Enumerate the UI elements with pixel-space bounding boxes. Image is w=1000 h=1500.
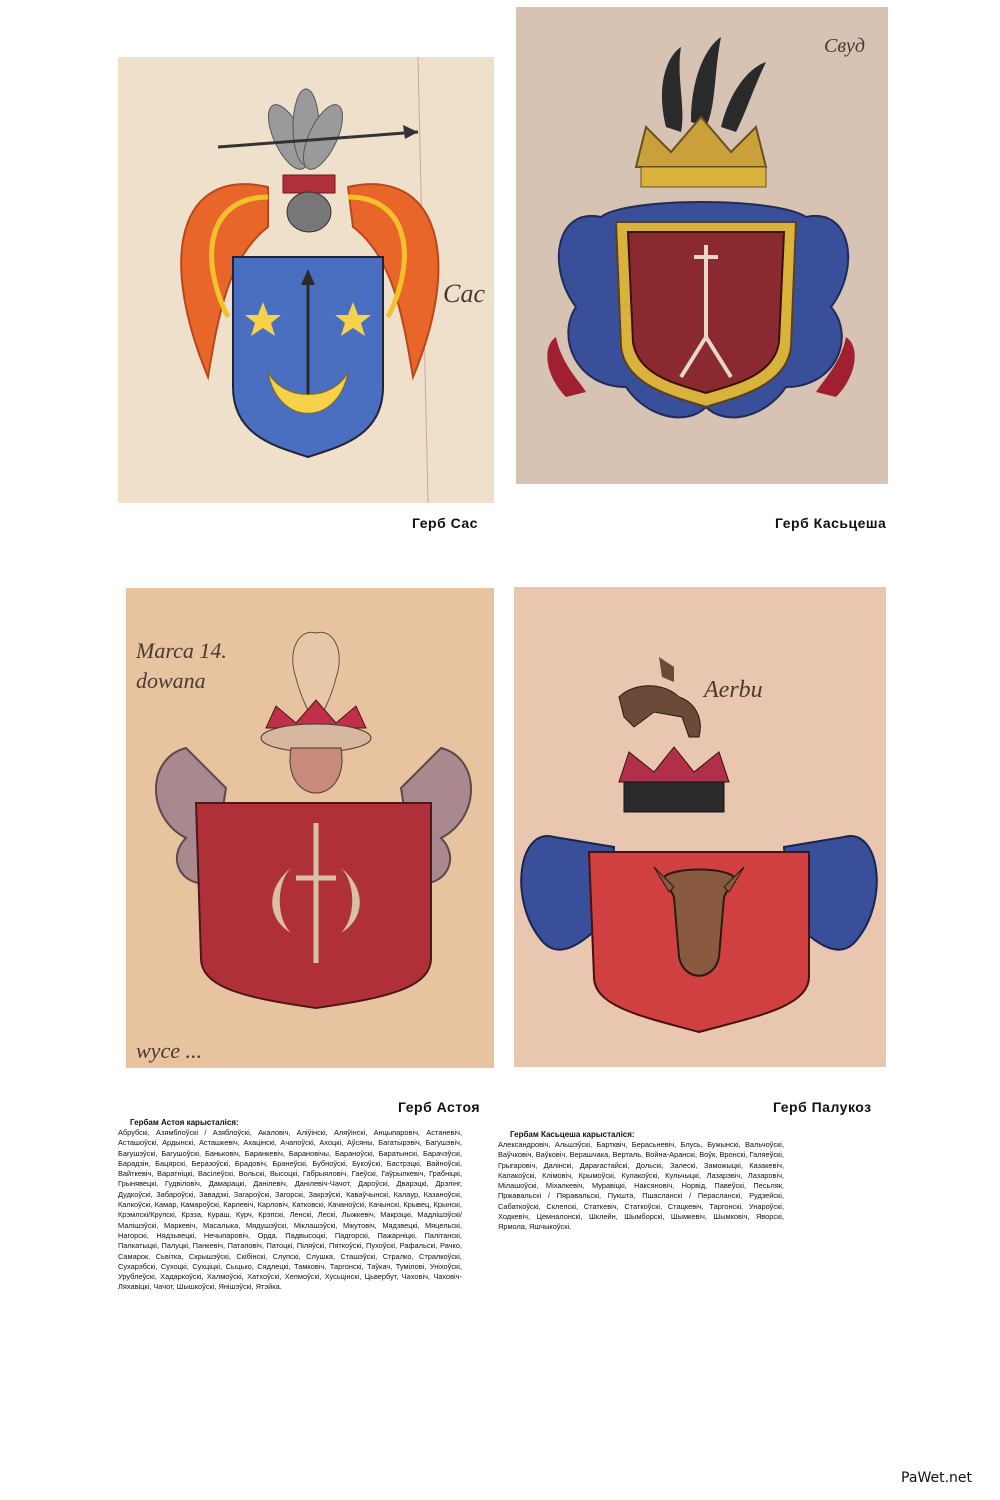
kastsesha-users-heading: Гербам Касьцеша карысталіся: bbox=[510, 1130, 635, 1139]
caption-astoya: Герб Астоя bbox=[398, 1099, 481, 1115]
caption-palukoz: Герб Палукоз bbox=[773, 1099, 872, 1115]
kastsesha-users-text: Александровіч, Альшэўскі, Бартквіч, Берасьневіч, Блусь, Бужынскі, Вальчоўскі, Ваўчковіч, Ваўковіч, Верашчака, Верталь, Войнa-Аранскі, Воўк, Вронскі, Галяеўскі, Грыгаровіч, Далінскі, Дарагастайскі, Дольскі, Залескі, Заможыцкі, Казакевіч, Калакоўскі, Клімовіч, Крымоўскі, Кулакоўскі, Кульчыцкі, Лазарэвіч, Лазаровіч, Мілашоўскі, Міхалкевіч, Муравіцкі, Наксяновіч, Норвід, Павеўскі, Песьляк, Пржавальскі / Пяравальскі, Пукшта, Пшасланскі / Перасланскі, Рудзейскі, Сабаткоўскі, Склепскі, Статкевіч, Статкоўскі, Стацкевіч, Таргонскі, Унароўскі, Ходкевіч, Цемналонскі, Шклейн, Шымборскі, Шымкевіч, Шымковіч, Яворскі, Ярмола, Яшчыкоўскі. bbox=[498, 1140, 784, 1232]
handwriting-aerbu: Aerbu bbox=[704, 677, 763, 703]
coat-of-arms-sas-image bbox=[118, 57, 494, 503]
astoya-users-list bbox=[118, 1118, 462, 1293]
handwriting-wyce: wyce ... bbox=[136, 1038, 202, 1063]
handwriting-dowana: dowana bbox=[136, 668, 206, 693]
caption-kastsesha: Герб Касьцеша bbox=[775, 515, 887, 531]
handwriting-marca: Marca 14. bbox=[136, 638, 227, 663]
handwriting-sas: Сас bbox=[443, 279, 486, 308]
caption-sas: Герб Сас bbox=[412, 515, 478, 531]
handwriting-svud: Свуд bbox=[824, 35, 865, 57]
coat-of-arms-kastsesha-image bbox=[516, 7, 888, 484]
coat-of-arms-astoya-image bbox=[126, 588, 494, 1068]
kastsesha-users-list bbox=[498, 1130, 784, 1233]
watermark: PaWet.net bbox=[901, 1470, 972, 1486]
coat-of-arms-palukoz-image bbox=[514, 587, 886, 1067]
astoya-users-heading: Гербам Астоя карысталіся: bbox=[130, 1118, 239, 1127]
astoya-users-text: Абрубскі, Азямблоўскі / Азяблоўскі, Акаловіч, Аліўінскі, Аляўінскі, Анцыпаровіч, Астаневіч, Асташоўскі, Ардынскі, Асташкевіч, Ахацінскі, Ачапоўскі, Ахоцкі, Аўсяны, Багатырэвіч, Багушэвіч, Багушэўскі, Багушоўскі, Баньковіч, Баранкевіч, Барановічы, Бараноўскі, Баратынскі, Барачэўскі, Барадзін, Бацярскі, Беразоўскі, Брадовіч, Бранеўскі, Бубноўскі, Букоўскі, Бастрэцкі, Вайноўскі, Вайткевіч, Варатніцкі, Васілеўскі, Вольскі, Высоцкі, Габрыяловіч, Гаеўскі, Гаўрылкевіч, Грабніцкі, Грынявецкі, Гудвіловіч, Дамарацкі, Данілевіч, Данілевіч-Чачот, Дароўскі, Дварэцкі, Дрэлінг, Дудкоўскі, Забароўскі, Завадзкі, Загароўскі, Загорскі, Закрэўскі, Каваўчынскі, Калаур, Казаноўскі, Калкоўскі, Камар, Камароўскі, Карлевіч, Карловіч, Катковскі, Качаноўскі, Качынскі, Крывец, Крынскі, Крэмлскі/Крупскі, Крэза, Кураш, Курч, Крэпскі, Ленскі, Лескі, Лыжкевіч, Макрэцкі, Мадлішэўскі/Малішэўскі, Маркевіч, Масалыка, Мядушэўскі, Міклашэўскі, Мікутовіч, Мядзвецкі, Мяцельскі, Нагорскі, Нядзьвецкі, Нечыпаровіч, Орда, Падвысоцкі, Падгорскі, Пажарніцкі, Палітанскі, Палкатыцкі, Палуцкі, Панкевіч, Патаповіч, Патоцкі, Піляўскі, Пяткоўскі, Пухоўскі, Рафальскі, Рачко, Самарок, Сьвітка, Скрышэўскі, Скібінскі, Слупскі, Слушка, Сташэўскі, Стралко, Стралкоўскі, Сухарэбскі, Сухоцкі, Сухціцкі, Сыцько, Сядлецкі, Тамковіч, Таргонскі, Таўкач, Тумілові, Уніхоўскі, Урублеўскі, Хадаркоўскі, Халмоўскі, Хатхоўскі, Хелмоўскі, Хусьцінскі, Цьвербут, Чаховіч, Чаховіч-Ляхавіцкі, Чачот, Шышкоўскі, Янішэўскі, Ятэйка. bbox=[118, 1128, 462, 1292]
